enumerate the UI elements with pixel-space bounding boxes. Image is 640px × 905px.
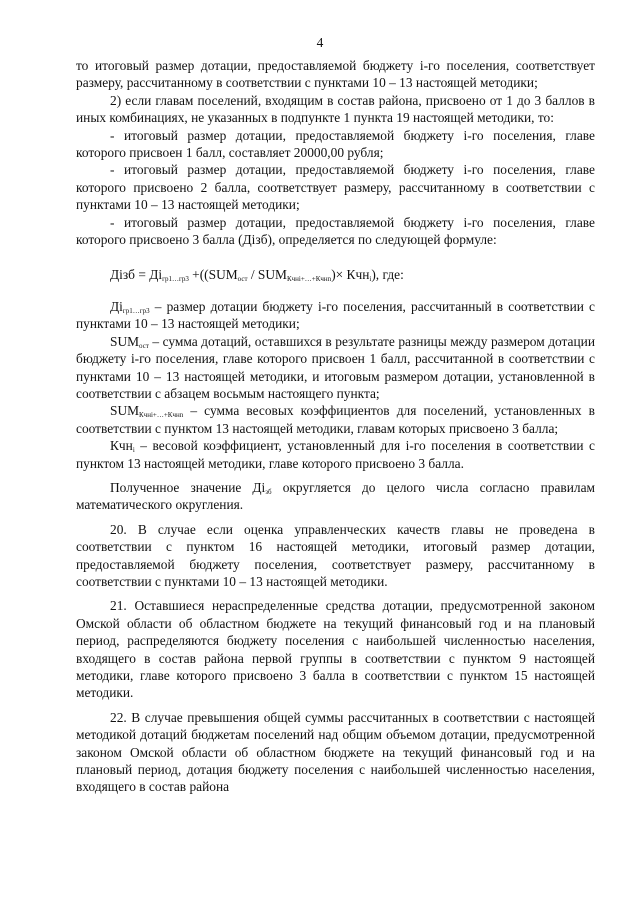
paragraph: - итоговый размер дотации, предоставляемой бюджету i-го поселения, главе которого присвоено 2 балла, соответствует размеру, рассчитанному в соответствии с пунктами 10 – 13 настоящей методики; [76,162,595,213]
page-number: 4 [316,35,324,50]
clause-21: 21. Оставшиеся нераспределенные средства дотации, предусмотренной законом Омской области об областном бюджете на текущий финансовый год и на плановый период, распределяются бюджету поселения с наибольшей численностью населения, входящего в состав района первой группы в соответствии с пунктом 9 настоящей методики, главе которого присвоено 3 балла в соответствии с пунктом 15 настоящей методики. [76,598,595,701]
paragraph: - итоговый размер дотации, предоставляемой бюджету i-го поселения, главе которого присвоено 3 балла (Дiзб), определяется по следующей формуле: [76,214,595,248]
paragraph: то итоговый размер дотации, предоставляемой бюджету i-го поселения, соответствует размеру, рассчитанному в соответствии с пунктами 10 – 13 настоящей методики; [76,58,595,91]
definition: Кчн$_i$ – весовой коэффициент, установленный для i-го поселения в соответствии с пунктом 13 настоящей методики, главе которого присвоено 3 балла. [76,438,595,471]
rounding-note: Полученное значение $Дi_{зб}$ округляется до целого числа согласно правилам математического округления. [76,479,595,513]
paragraph: - итоговый размер дотации, предоставляемой бюджету i-го поселения, главе которого присвоен 1 балл, составляет 20000,00 рубля; [76,127,595,161]
definition: $SUM_{Кчнi+\dots+Кчнn}$ – сумма весовых коэффициентов для поселений, установленных в соответствии с пунктом 13 настоящей методики, главам которых присвоено 3 балла; [76,403,595,436]
definition: $Дi_{гр1\dots гр3}$ – размер дотации бюджету i-го поселения, рассчитанный в соответствии с пунктами 10 – 13 настоящей методики; [76,298,595,332]
paragraph: 2) если главам поселений, входящим в состав района, присвоено от 1 до 3 баллов в иных комбинациях, не указанных в подпункте 1 пункта 19 настоящей методики, то: [76,92,595,126]
definition: $SUM_{ост}$ – сумма дотаций, оставшихся в результате разницы между размером дотации бюджету i-го поселения, главе которого присвоен 1 балл, рассчитанной в соответствии с пунктами 10 – 13 настоящей методики, и итоговым размером дотации, установленной в соответствии с абзацем восьмым настоящего пункта; [76,333,595,401]
formula: Дiзб = $Дi_{гр1\dots гр3} +((SUM_{ост} / SUM_{Кчнi+\dots+Кчнn})\times Кчн_i)$, где: [110,267,404,284]
clause-20: 20. В случае если оценка управленческих качеств главы не проведена в соответствии с пунктом 16 настоящей методики, итоговый размер дотации, предоставляемой бюджету поселения, соответствует размеру, рассчитанному в соответствии с пунктами 10 – 13 настоящей методики. [76,521,595,589]
document-body [76,57,595,796]
clause-22: 22. В случае превышения общей суммы рассчитанных в соответствии с настоящей методикой дотаций бюджетам поселений над общим объемом дотации, предусмотренной законом Омской области об областном бюджете на текущий финансовый год и на плановый период, дотация бюджету поселения с наибольшей численностью населения, входящего в состав района [76,709,595,795]
